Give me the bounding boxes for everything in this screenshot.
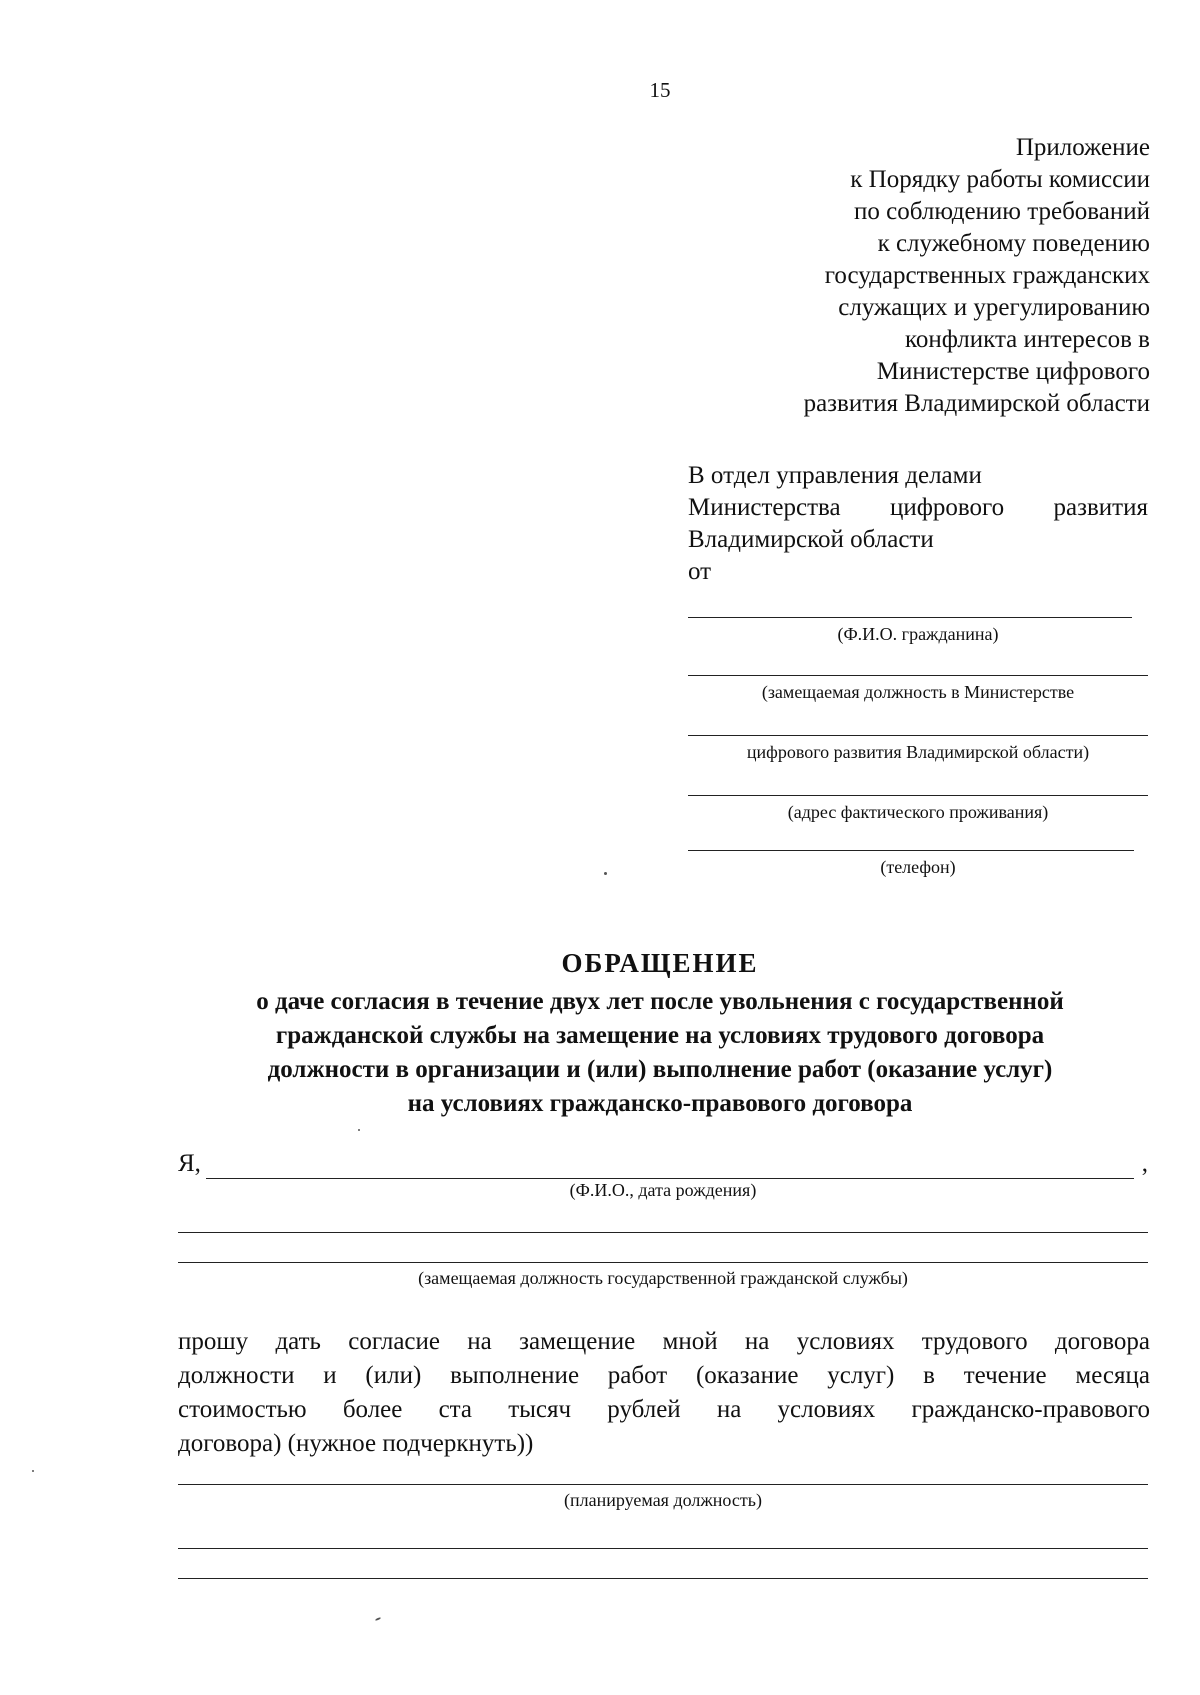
- extra-fill-line-2[interactable]: [178, 1578, 1148, 1579]
- fio-birth-row: [178, 1150, 1148, 1184]
- addressee-line: от: [688, 558, 712, 585]
- position-caption-2: цифрового развития Владимирской области): [746, 742, 1090, 762]
- addressee-line: В отдел управления делами: [688, 462, 982, 489]
- fill-line[interactable]: [688, 735, 1148, 736]
- extra-fill-line-1[interactable]: [178, 1548, 1148, 1549]
- subtitle-line: должности в организации и (или) выполнение работ (оказание услуг): [267, 1056, 1053, 1083]
- planned-position-caption: (планируемая должность): [564, 1490, 762, 1510]
- fio-citizen-caption: (Ф.И.О. гражданина): [837, 624, 999, 644]
- appendix-line: служащих и урегулированию: [838, 294, 1150, 321]
- address-caption: (адрес фактического проживания): [787, 802, 1049, 822]
- fill-line[interactable]: [688, 675, 1148, 676]
- address-field[interactable]: [688, 795, 1148, 823]
- civil-position-fill-line-1[interactable]: [178, 1232, 1148, 1233]
- appendix-line: государственных гражданских: [824, 262, 1150, 289]
- scan-speck: [358, 1129, 360, 1131]
- document-subtitle: [180, 985, 1140, 1121]
- fio-birth-caption: (Ф.И.О., дата рождения): [569, 1180, 757, 1200]
- scan-speck: [604, 872, 607, 875]
- page-number: 15: [649, 78, 671, 102]
- appendix-line: Приложение: [1015, 134, 1150, 161]
- position-caption-1: (замещаемая должность в Министерстве: [761, 682, 1075, 702]
- fill-line[interactable]: [688, 617, 1132, 618]
- appendix-line: к служебному поведению: [877, 230, 1150, 257]
- request-paragraph: [178, 1325, 1150, 1461]
- fill-line[interactable]: [688, 795, 1148, 796]
- appendix-line: Министерстве цифрового: [876, 358, 1150, 385]
- scan-speck: [32, 1470, 34, 1472]
- planned-position-fill-line[interactable]: [178, 1484, 1148, 1485]
- request-line: должности и (или) выполнение работ (оказание услуг) в течение месяца: [178, 1362, 1150, 1389]
- phone-field[interactable]: [688, 850, 1148, 878]
- subtitle-line: о даче согласия в течение двух лет после увольнения с государственной: [256, 988, 1064, 1015]
- subtitle-line: на условиях гражданско-правового договора: [407, 1090, 913, 1117]
- position-field-2[interactable]: [688, 735, 1148, 763]
- document-title: ОБРАЩЕНИЕ: [561, 948, 759, 978]
- addressee-block: [688, 460, 1148, 588]
- addressee-line: Владимирской области: [688, 526, 934, 553]
- fio-citizen-field[interactable]: [688, 617, 1148, 645]
- request-line: договора) (нужное подчеркнуть)): [178, 1430, 534, 1457]
- fio-birth-fill-line[interactable]: [206, 1178, 1134, 1179]
- civil-position-fill-line-2[interactable]: [178, 1262, 1148, 1263]
- scan-speck: [375, 1617, 381, 1621]
- addressee-line: Министерства цифрового развития: [688, 494, 1148, 521]
- fill-line[interactable]: [688, 850, 1134, 851]
- appendix-header: [630, 132, 1150, 420]
- appendix-line: развития Владимирской области: [803, 390, 1150, 417]
- ya-label: Я,: [178, 1150, 201, 1177]
- appendix-line: к Порядку работы комиссии: [850, 166, 1150, 193]
- request-line: стоимостью более ста тысяч рублей на условиях гражданско-правового: [178, 1396, 1150, 1423]
- subtitle-line: гражданской службы на замещение на условиях трудового договора: [275, 1022, 1045, 1049]
- comma: ,: [1141, 1150, 1148, 1177]
- appendix-line: по соблюдению требований: [854, 198, 1150, 225]
- civil-position-caption: (замещаемая должность государственной гражданской службы): [418, 1268, 908, 1288]
- phone-caption: (телефон): [880, 857, 956, 877]
- appendix-line: конфликта интересов в: [904, 326, 1150, 353]
- request-line: прошу дать согласие на замещение мной на условиях трудового договора: [178, 1328, 1150, 1355]
- position-field[interactable]: [688, 675, 1148, 703]
